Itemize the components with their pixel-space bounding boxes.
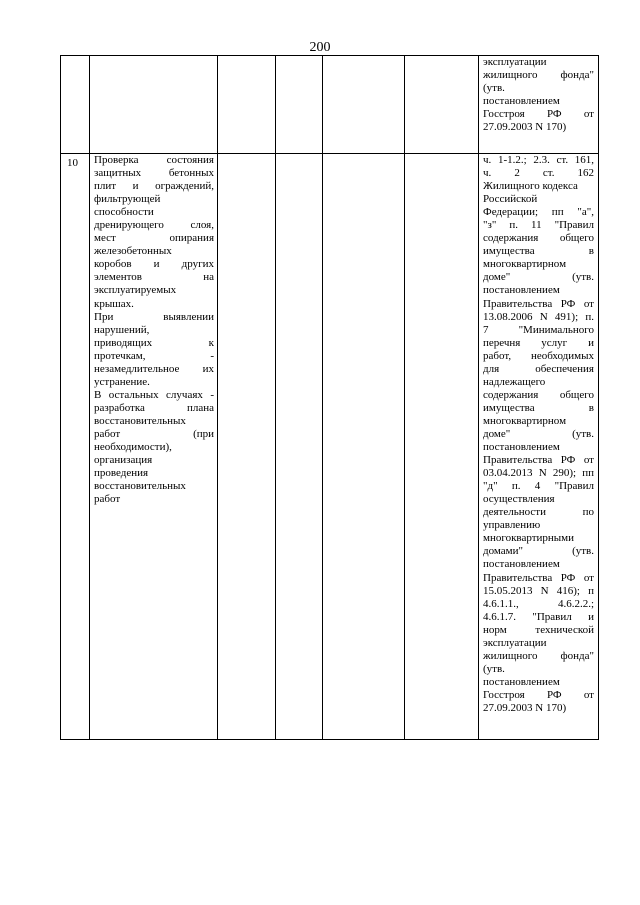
text-line: 27.09.2003 N 170) <box>483 701 567 714</box>
table-row <box>61 56 599 154</box>
text-line: имущества в <box>483 401 594 414</box>
text-line: ч. 2 ст. 162 <box>483 167 594 180</box>
text-line: разработка плана <box>94 401 214 414</box>
text-line: восстановительных <box>94 480 186 493</box>
text-line: постановлением <box>483 284 560 297</box>
row-number-cell <box>61 56 90 154</box>
text-line: Правительства РФ от <box>483 454 594 467</box>
empty-cell <box>218 154 276 740</box>
text-line: постановлением <box>483 95 560 108</box>
text-line: организация <box>94 454 153 467</box>
reference-text <box>483 154 594 715</box>
text-line: постановлением <box>483 558 560 571</box>
text-line: железобетонных <box>94 245 172 258</box>
text-line: 27.09.2003 N 170) <box>483 121 567 134</box>
text-line: фильтрующей <box>94 193 161 206</box>
text-line: работ, необходимых <box>483 349 594 362</box>
text-line: перечня услуг и <box>483 336 594 349</box>
text-line: многоквартирными <box>483 532 575 545</box>
empty-cell <box>218 56 276 154</box>
text-line: (утв. <box>483 82 505 95</box>
text-line: для обеспечения <box>483 362 594 375</box>
empty-cell <box>323 154 405 740</box>
text-line: крышах. <box>94 297 134 310</box>
text-line: приводящих к <box>94 336 214 349</box>
empty-cell <box>405 56 479 154</box>
text-line: постановлением <box>483 675 560 688</box>
text-line: незамедлительное их <box>94 362 214 375</box>
text-line: Правительства РФ от <box>483 297 594 310</box>
text-line: Госстроя РФ от <box>483 688 594 701</box>
text-line: многоквартирном <box>483 258 567 271</box>
description-text <box>94 154 214 506</box>
text-line: коробов и других <box>94 258 214 271</box>
text-line: восстановительных <box>94 414 186 427</box>
text-line: элементов на <box>94 271 214 284</box>
reference-cell <box>479 56 599 154</box>
text-line: протечкам, - <box>94 349 214 362</box>
text-line: нарушений, <box>94 323 150 336</box>
text-line: имущества в <box>483 245 594 258</box>
text-line: плит и ограждений, <box>94 180 214 193</box>
text-line: жилищного фонда" <box>483 69 594 82</box>
text-line: мест опирания <box>94 232 214 245</box>
text-line: Проверка состояния <box>94 154 214 166</box>
row-number-cell <box>61 154 90 740</box>
text-line: эксплуатируемых <box>94 284 177 297</box>
text-line: способности <box>94 206 154 219</box>
text-line: 15.05.2013 N 416); п <box>483 584 594 597</box>
text-line: осуществления <box>483 493 555 506</box>
regulation-table <box>60 55 599 740</box>
empty-cell <box>276 154 323 740</box>
text-line: надлежащего <box>483 375 546 388</box>
text-line: эксплуатации <box>483 636 547 649</box>
text-line: жилищного фонда" <box>483 649 594 662</box>
text-line: 13.08.2006 N 491); п. <box>483 310 594 323</box>
text-line: 03.04.2013 N 290); пп <box>483 467 594 480</box>
text-line: эксплуатации <box>483 56 547 68</box>
text-line: управлению <box>483 519 541 532</box>
empty-cell <box>276 56 323 154</box>
table-row <box>61 154 599 740</box>
text-line: При выявлении <box>94 310 214 323</box>
description-cell <box>90 154 218 740</box>
text-line: содержания общего <box>483 232 594 245</box>
text-line: Правительства РФ от <box>483 571 594 584</box>
text-line: 4.6.1.7. "Правил и <box>483 610 594 623</box>
text-line: доме" (утв. <box>483 427 594 440</box>
text-line: дренирующего слоя, <box>94 219 214 232</box>
text-line: 7 "Минимального <box>483 323 594 336</box>
text-line: работ (при <box>94 427 214 440</box>
text-line: проведения <box>94 467 149 480</box>
empty-cell <box>323 56 405 154</box>
text-line: Госстроя РФ от <box>483 108 594 121</box>
page-number: 200 <box>309 40 331 55</box>
text-line: доме" (утв. <box>483 271 594 284</box>
text-line: многоквартирном <box>483 414 567 427</box>
description-cell <box>90 56 218 154</box>
text-line: устранение. <box>94 375 150 388</box>
text-line: Российской <box>483 193 538 206</box>
text-line: содержания общего <box>483 388 594 401</box>
text-line: постановлением <box>483 441 560 454</box>
text-line: "з" п. 11 "Правил <box>483 219 594 232</box>
reference-text <box>483 56 594 134</box>
text-line: защитных бетонных <box>94 167 214 180</box>
text-line: работ <box>94 493 121 506</box>
text-line: 4.6.1.1., 4.6.2.2.; <box>483 597 594 610</box>
text-line: Федерации; пп "а", <box>483 206 594 219</box>
row-number: 10 <box>67 157 78 169</box>
text-line: (утв. <box>483 662 505 675</box>
reference-cell <box>479 154 599 740</box>
text-line: домами" (утв. <box>483 545 594 558</box>
text-line: деятельности по <box>483 506 594 519</box>
text-line: необходимости), <box>94 441 172 454</box>
text-line: норм технической <box>483 623 594 636</box>
text-line: В остальных случаях - <box>94 388 214 401</box>
text-line: ч. 1-1.2.; 2.3. ст. 161, <box>483 154 594 166</box>
empty-cell <box>405 154 479 740</box>
text-line: "д" п. 4 "Правил <box>483 480 594 493</box>
text-line: Жилищного кодекса <box>483 180 578 193</box>
